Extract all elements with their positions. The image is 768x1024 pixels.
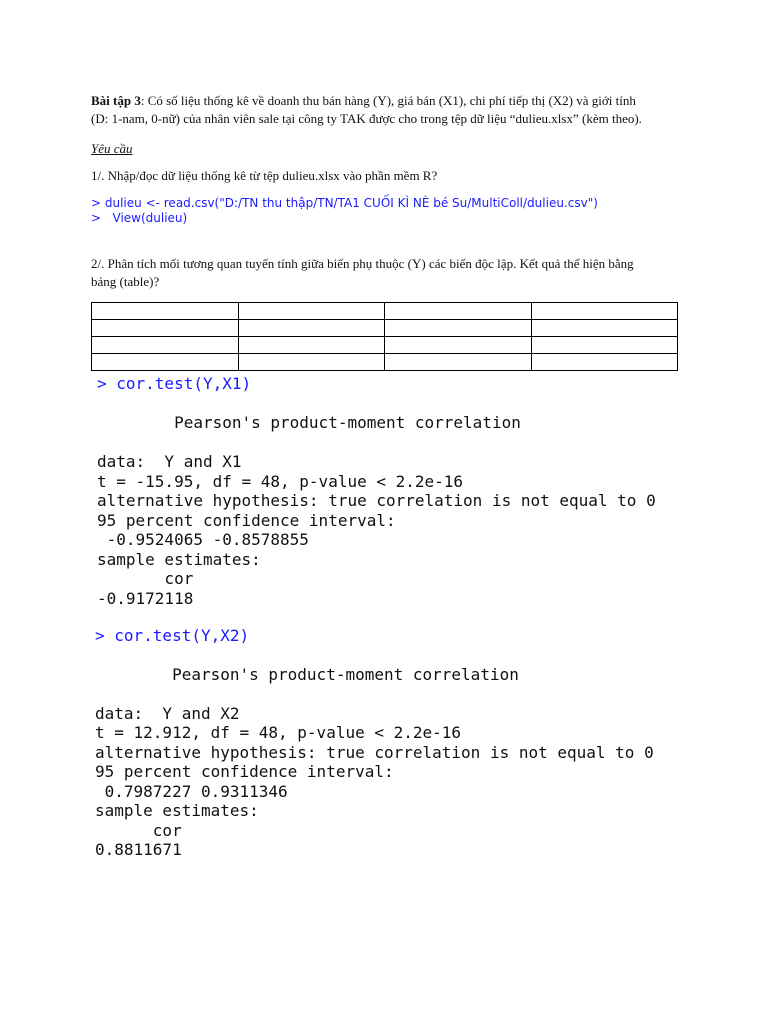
exercise-text-line2: (D: 1-nam, 0-nữ) của nhân viên sale tại công ty TAK được cho trong tệp dữ liệu “dulieu.xlsx” (kèm theo). bbox=[91, 111, 642, 126]
r-output-heading: Pearson's product-moment correlation bbox=[97, 413, 521, 432]
r-output-est-label: sample estimates: bbox=[97, 550, 261, 569]
r-output-ci-values: -0.9524065 -0.8578855 bbox=[97, 530, 309, 549]
table-cell bbox=[92, 303, 239, 320]
r-output-data-line: data: Y and X2 bbox=[95, 704, 240, 723]
r-command-cor-test-x2: > cor.test(Y,X2) bbox=[95, 626, 250, 645]
r-output-est-label: sample estimates: bbox=[95, 801, 259, 820]
table-cell bbox=[385, 303, 532, 320]
table-cell bbox=[238, 320, 385, 337]
r-output-ci-label: 95 percent confidence interval: bbox=[97, 511, 396, 530]
r-output-est-value: 0.8811671 bbox=[95, 840, 182, 859]
r-output-ci-values: 0.7987227 0.9311346 bbox=[95, 782, 288, 801]
question-2-line1: 2/. Phân tích mối tương quan tuyến tính giữa biến phụ thuộc (Y) các biến độc lập. Kết quả thể hiện bằng bbox=[91, 256, 634, 271]
exercise-text-line1: : Có số liệu thống kê về doanh thu bán hàng (Y), giá bán (X1), chi phí tiếp thị (X2) và giới tính bbox=[140, 93, 636, 108]
table-row bbox=[92, 354, 678, 371]
table-cell bbox=[385, 354, 532, 371]
r-output-alt-line: alternative hypothesis: true correlation is not equal to 0 bbox=[97, 491, 656, 510]
exercise-title: Bài tập 3 bbox=[91, 93, 141, 108]
table-cell bbox=[92, 354, 239, 371]
r-output-ci-label: 95 percent confidence interval: bbox=[95, 762, 394, 781]
blank-results-table bbox=[91, 302, 678, 371]
table-cell bbox=[531, 303, 678, 320]
r-output-heading: Pearson's product-moment correlation bbox=[95, 665, 519, 684]
table-cell bbox=[238, 354, 385, 371]
r-output-stat-line: t = 12.912, df = 48, p-value < 2.2e-16 bbox=[95, 723, 462, 742]
table-row bbox=[92, 320, 678, 337]
r-import-line-1: > dulieu <- read.csv("D:/TN thu thập/TN/TA1 CUỐI KÌ NÈ bé Su/MultiColl/dulieu.csv") bbox=[91, 196, 598, 210]
r-import-line-2: > View(dulieu) bbox=[91, 211, 188, 225]
question-2-line2: bảng (table)? bbox=[91, 274, 160, 289]
table-cell bbox=[385, 337, 532, 354]
r-output-est-value: -0.9172118 bbox=[97, 589, 194, 608]
r-output-est-name: cor bbox=[95, 821, 182, 840]
table-row bbox=[92, 337, 678, 354]
table-cell bbox=[531, 354, 678, 371]
r-output-alt-line: alternative hypothesis: true correlation is not equal to 0 bbox=[95, 743, 654, 762]
table-cell bbox=[238, 337, 385, 354]
question-2 bbox=[91, 255, 691, 291]
question-1: 1/. Nhập/đọc dữ liệu thống kê từ tệp dulieu.xlsx vào phần mềm R? bbox=[91, 168, 438, 183]
r-output-data-line: data: Y and X1 bbox=[97, 452, 242, 471]
requirement-label: Yêu cầu bbox=[91, 141, 133, 156]
r-output-est-name: cor bbox=[97, 569, 194, 588]
table-cell bbox=[531, 337, 678, 354]
table-cell bbox=[385, 320, 532, 337]
r-command-cor-test-x1: > cor.test(Y,X1) bbox=[97, 374, 252, 393]
exercise-intro bbox=[91, 92, 691, 128]
r-output-stat-line: t = -15.95, df = 48, p-value < 2.2e-16 bbox=[97, 472, 464, 491]
table-cell bbox=[238, 303, 385, 320]
table-cell bbox=[92, 337, 239, 354]
table-row bbox=[92, 303, 678, 320]
table-cell bbox=[531, 320, 678, 337]
table-cell bbox=[92, 320, 239, 337]
